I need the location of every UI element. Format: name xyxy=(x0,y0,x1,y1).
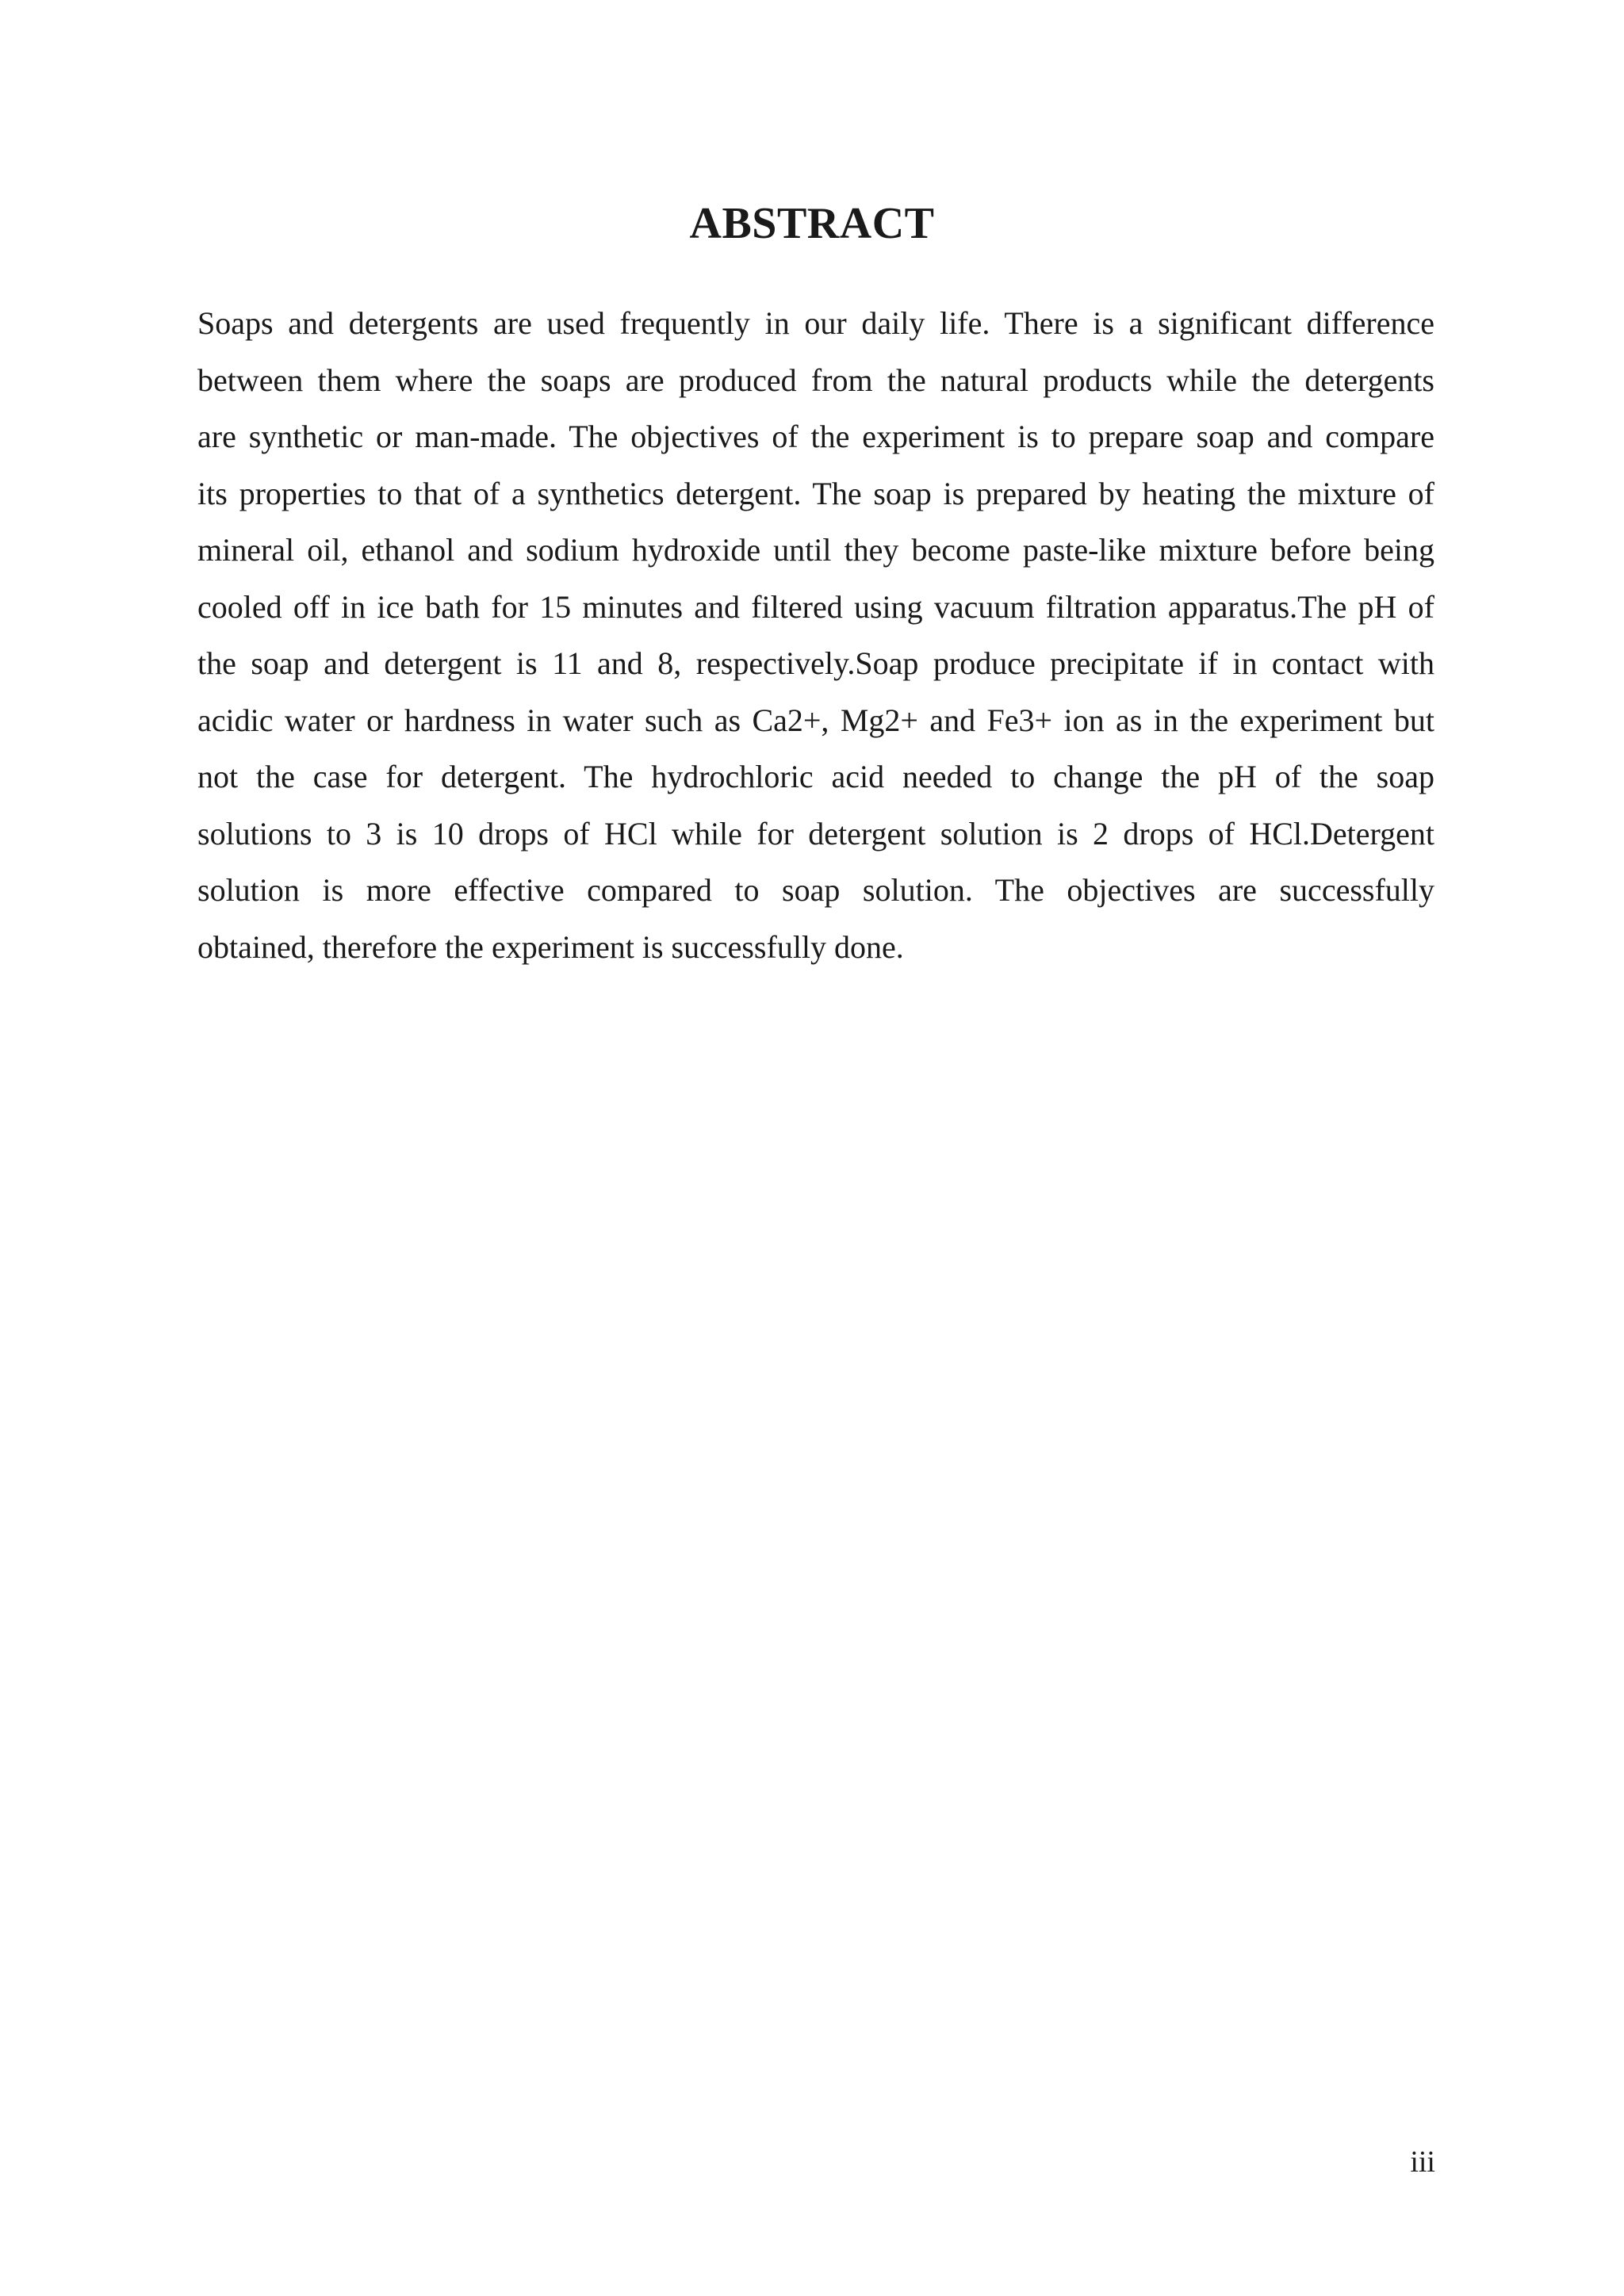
abstract-line: obtained, therefore the experiment is successfully done. xyxy=(197,928,904,965)
abstract-line: are synthetic or man-made. The objectives of the experiment is to prepare soap and compare xyxy=(197,419,1434,454)
abstract-line: the soap and detergent is 11 and 8, respectively.Soap produce precipitate if in contact with xyxy=(197,645,1434,681)
abstract-line: cooled off in ice bath for 15 minutes and filtered using vacuum filtration apparatus.The pH of xyxy=(197,588,1434,625)
page-title: ABSTRACT xyxy=(689,199,935,248)
abstract-line: its properties to that of a synthetics detergent. The soap is prepared by heating the mixture of xyxy=(197,475,1434,511)
abstract-line: Soaps and detergents are used frequently in our daily life. There is a significant difference xyxy=(197,305,1434,341)
abstract-line: solutions to 3 is 10 drops of HCl while for detergent solution is 2 drops of HCl.Detergent xyxy=(197,815,1434,851)
abstract-line: not the case for detergent. The hydrochloric acid needed to change the pH of the soap xyxy=(197,759,1434,794)
page-number: iii xyxy=(1410,2145,1435,2179)
abstract-paragraph xyxy=(197,295,1434,975)
abstract-line: between them where the soaps are produced from the natural products while the detergents xyxy=(197,362,1434,398)
abstract-line: acidic water or hardness in water such as Ca2+, Mg2+ and Fe3+ ion as in the experiment but xyxy=(197,702,1434,738)
abstract-line: solution is more effective compared to soap solution. The objectives are successfully xyxy=(197,872,1434,908)
abstract-line: mineral oil, ethanol and sodium hydroxide until they become paste-like mixture before being xyxy=(197,532,1434,568)
